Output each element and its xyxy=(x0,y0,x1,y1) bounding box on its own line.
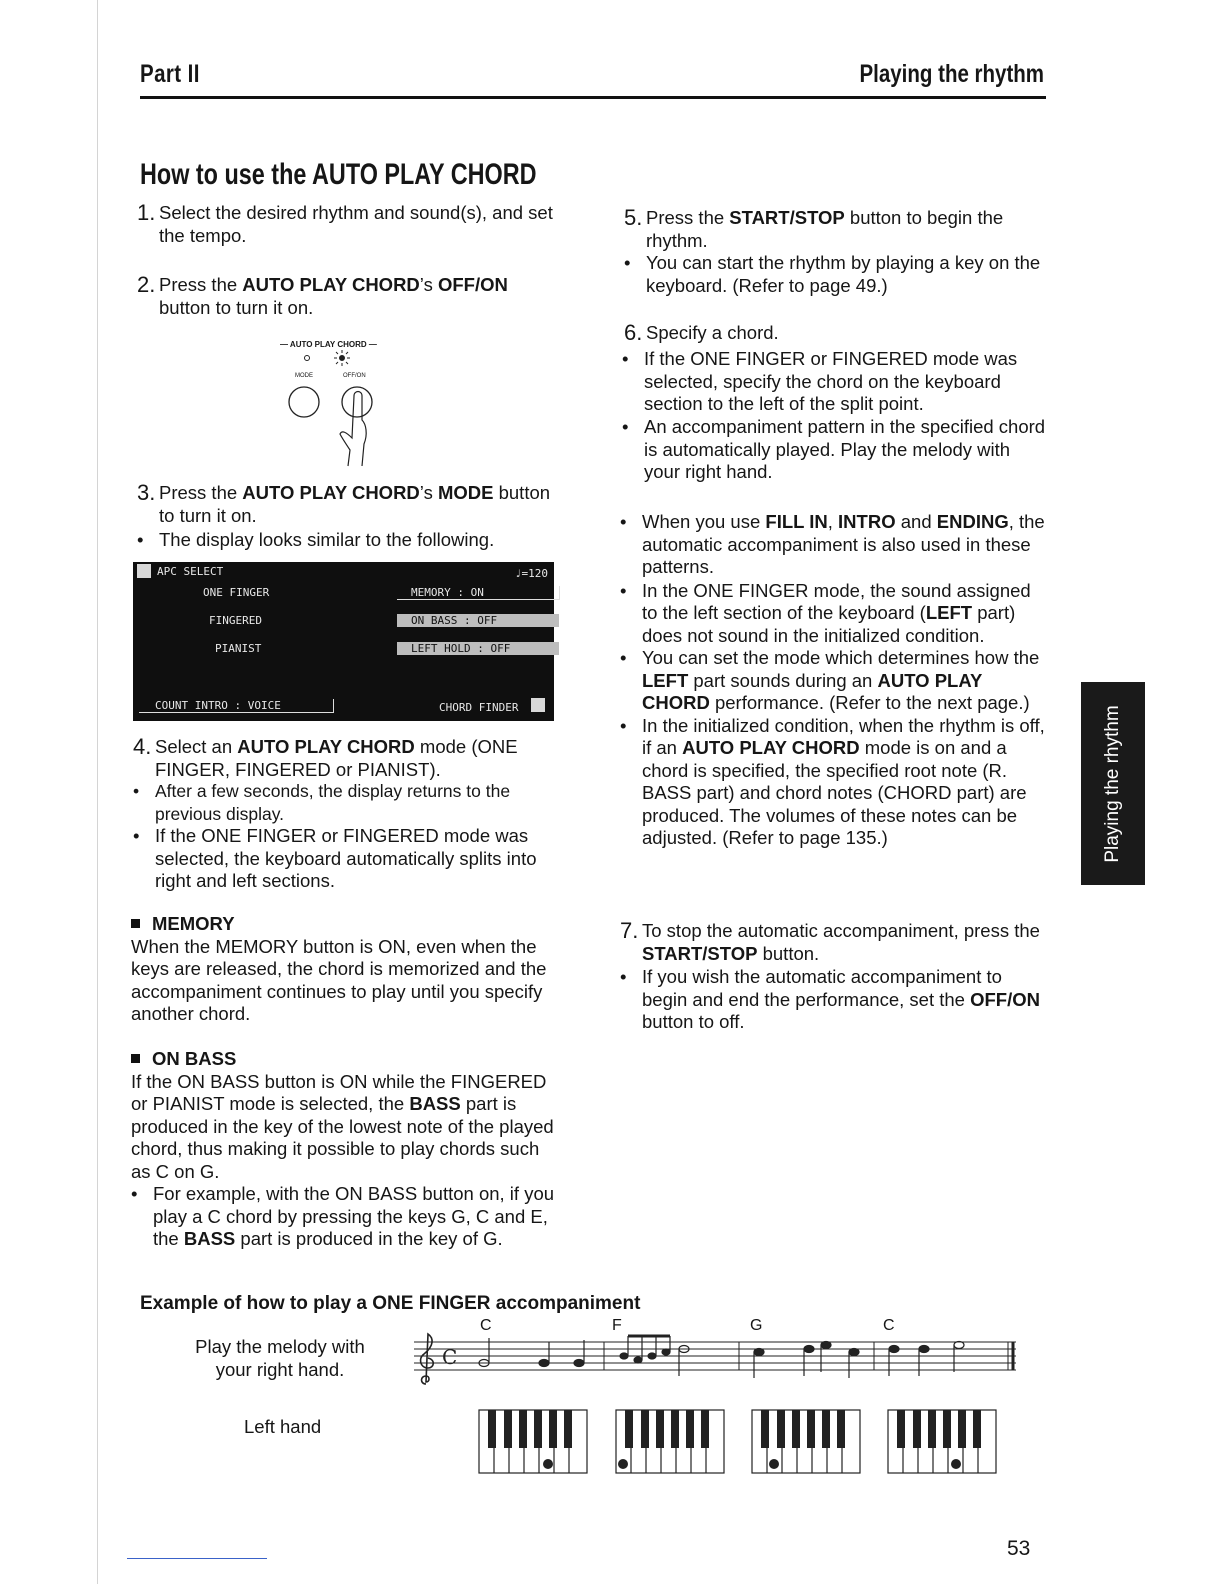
step-6-bullet-1: • If the ONE FINGER or FINGERED mode was selected, specify the chord on the keyboard section to the left of the split point. xyxy=(622,348,1050,416)
step-2 xyxy=(137,274,561,319)
note-initialized: • In the initialized condition, when the rhythm is off, if an AUTO PLAY CHORD mode is on and a chord is specified, the specified root note (R. BASS part) and chord notes (CHORD part) are produced. The volumes of these notes can be adjusted. (Refer to page 135.) xyxy=(620,714,1045,848)
step-7 xyxy=(620,920,1050,965)
bullet-text: An accompaniment pattern in the specified chord is automatically played. Play the melody with your right hand. xyxy=(644,416,1046,482)
lcd-display xyxy=(133,562,554,721)
bullet-text: If the ONE FINGER or FINGERED mode was selected, specify the chord on the keyboard section to the left of the split point. xyxy=(644,348,1018,414)
bullet-text: You can start the rhythm by playing a key on the keyboard. (Refer to page 49.) xyxy=(646,252,1041,296)
lcd-mode-pianist[interactable]: PIANIST xyxy=(215,642,262,655)
left-hand-label: Left hand xyxy=(244,1416,322,1437)
example-title: Example of how to play a ONE FINGER accompaniment xyxy=(140,1293,641,1314)
step-3 xyxy=(137,482,561,527)
bullet-text: If the ONE FINGER or FINGERED mode was selected, the keyboard automatically splits into right and left sections. xyxy=(155,825,537,891)
auto-play-chord-panel xyxy=(262,338,402,483)
music-staff xyxy=(414,1332,1024,1392)
lit-led-icon xyxy=(334,350,350,366)
panel-drawing xyxy=(262,338,402,483)
memory-heading: MEMORY xyxy=(131,913,561,936)
note-fill-in: • When you use FILL IN, INTRO and ENDING, the automatic accompaniment is also used in these patterns. xyxy=(620,511,1045,577)
chapter-side-tab xyxy=(1081,682,1145,885)
section-title: How to use the AUTO PLAY CHORD xyxy=(140,158,537,191)
lcd-title: APC SELECT xyxy=(157,565,224,578)
margin-line xyxy=(97,0,98,1584)
lcd-chord-finder[interactable]: CHORD FINDER xyxy=(439,701,519,714)
step-5 xyxy=(624,207,1050,252)
step-text: Specify a chord. xyxy=(646,322,779,343)
step-4-bullet-1: • After a few seconds, the display returns to the previous display. xyxy=(133,780,561,825)
note-left-mode: • You can set the mode which determines how the LEFT part sounds during an AUTO PLAY CHORD performance. (Refer to the next page.) xyxy=(620,647,1040,713)
step-1 xyxy=(137,202,561,247)
on-bass-block xyxy=(131,1048,561,1251)
header-part: Part II xyxy=(140,60,200,88)
left-hand-keyboards xyxy=(476,1408,1002,1476)
time-signature: C xyxy=(442,1345,458,1369)
step-6 xyxy=(624,322,1050,345)
chord-finder-icon xyxy=(531,698,545,712)
step-number: 4. xyxy=(133,734,152,759)
footer-line xyxy=(127,1558,267,1559)
chord-symbol: F xyxy=(612,1317,622,1334)
lcd-option-on-bass[interactable]: ON BASS : OFF xyxy=(397,614,559,627)
mode-label: MODE xyxy=(295,373,313,379)
step-text: Press the AUTO PLAY CHORD’s MODE button to turn it on. xyxy=(159,482,551,526)
memory-text: When the MEMORY button is ON, even when the keys are released, the chord is memorized and the accompaniment continues to play until you specify another chord. xyxy=(131,935,547,1024)
step-number: 2. xyxy=(137,272,156,297)
lcd-count-intro[interactable]: COUNT INTRO : VOICE xyxy=(139,699,334,713)
lcd-option-memory[interactable]: MEMORY : ON xyxy=(397,586,560,600)
step-text: To stop the automatic accompaniment, press the START/STOP button. xyxy=(642,920,1040,964)
step-4 xyxy=(133,736,561,781)
step-4-bullet-2: • If the ONE FINGER or FINGERED mode was selected, the keyboard automatically splits into right and left sections. xyxy=(133,825,561,893)
page-number: 53 xyxy=(1007,1537,1031,1560)
step-number: 3. xyxy=(137,480,156,505)
step-text: Select the desired rhythm and sound(s), and set the tempo. xyxy=(159,202,553,246)
step-text: Select an AUTO PLAY CHORD mode (ONE FINGER, FINGERED or PIANIST). xyxy=(155,736,518,780)
header-rule xyxy=(140,96,1046,99)
step-number: 1. xyxy=(137,200,156,225)
lcd-mode-fingered[interactable]: FINGERED xyxy=(209,614,262,627)
step-number: 6. xyxy=(624,320,643,345)
lcd-tempo: ♩=120 xyxy=(514,567,548,580)
melody-label: Play the melody with your right hand. xyxy=(195,1336,365,1380)
step-number: 7. xyxy=(620,918,639,943)
step-text: Press the START/STOP button to begin the rhythm. xyxy=(646,207,1004,251)
notes-list xyxy=(620,511,1050,850)
bullet-text: After a few seconds, the display returns to the previous display. xyxy=(155,781,511,824)
side-tab-label: Playing the rhythm xyxy=(1102,704,1123,863)
chord-symbol: C xyxy=(480,1317,492,1334)
display-icon xyxy=(137,564,151,578)
step-7-bullet: • If you wish the automatic accompaniment to begin and end the performance, set the OFF/ON button to off. xyxy=(620,966,1040,1032)
on-bass-bullet: • For example, with the ON BASS button on, if you play a C chord by pressing the keys G, C and E, the BASS part is produced in the key of G. xyxy=(131,1183,555,1249)
step-5-bullet: • You can start the rhythm by playing a key on the keyboard. (Refer to page 49.) xyxy=(624,252,1050,297)
chord-symbol: C xyxy=(883,1317,895,1334)
lcd-mode-one-finger[interactable]: ONE FINGER xyxy=(203,586,270,599)
step-text: Press the AUTO PLAY CHORD’s OFF/ON button to turn it on. xyxy=(159,274,508,318)
offon-label: OFF/ON xyxy=(343,373,366,379)
hand-pointer-icon xyxy=(340,392,366,467)
bullet-text: The display looks similar to the following. xyxy=(159,529,495,550)
on-bass-heading: ON BASS xyxy=(131,1048,561,1071)
step-6-bullet-2: • An accompaniment pattern in the specified chord is automatically played. Play the melody with your right hand. xyxy=(622,416,1050,484)
on-bass-text: If the ON BASS button is ON while the FINGERED or PIANIST mode is selected, the BASS part is produced in the key of the lowest note of the played chord, thus making it possible to play chords such as C on G. xyxy=(131,1070,554,1182)
step-3-bullet: • The display looks similar to the following. xyxy=(137,529,495,550)
panel-title: — AUTO PLAY CHORD — xyxy=(280,340,377,349)
note-one-finger-left: • In the ONE FINGER mode, the sound assigned to the left section of the keyboard (LEFT part) does not sound in the initialized condition. xyxy=(620,579,1031,646)
memory-block xyxy=(131,913,561,1026)
chord-symbol: G xyxy=(750,1317,763,1334)
step-number: 5. xyxy=(624,205,643,230)
header-chapter: Playing the rhythm xyxy=(859,60,1044,88)
lcd-option-left-hold[interactable]: LEFT HOLD : OFF xyxy=(397,642,559,655)
mode-button-icon xyxy=(289,387,319,417)
